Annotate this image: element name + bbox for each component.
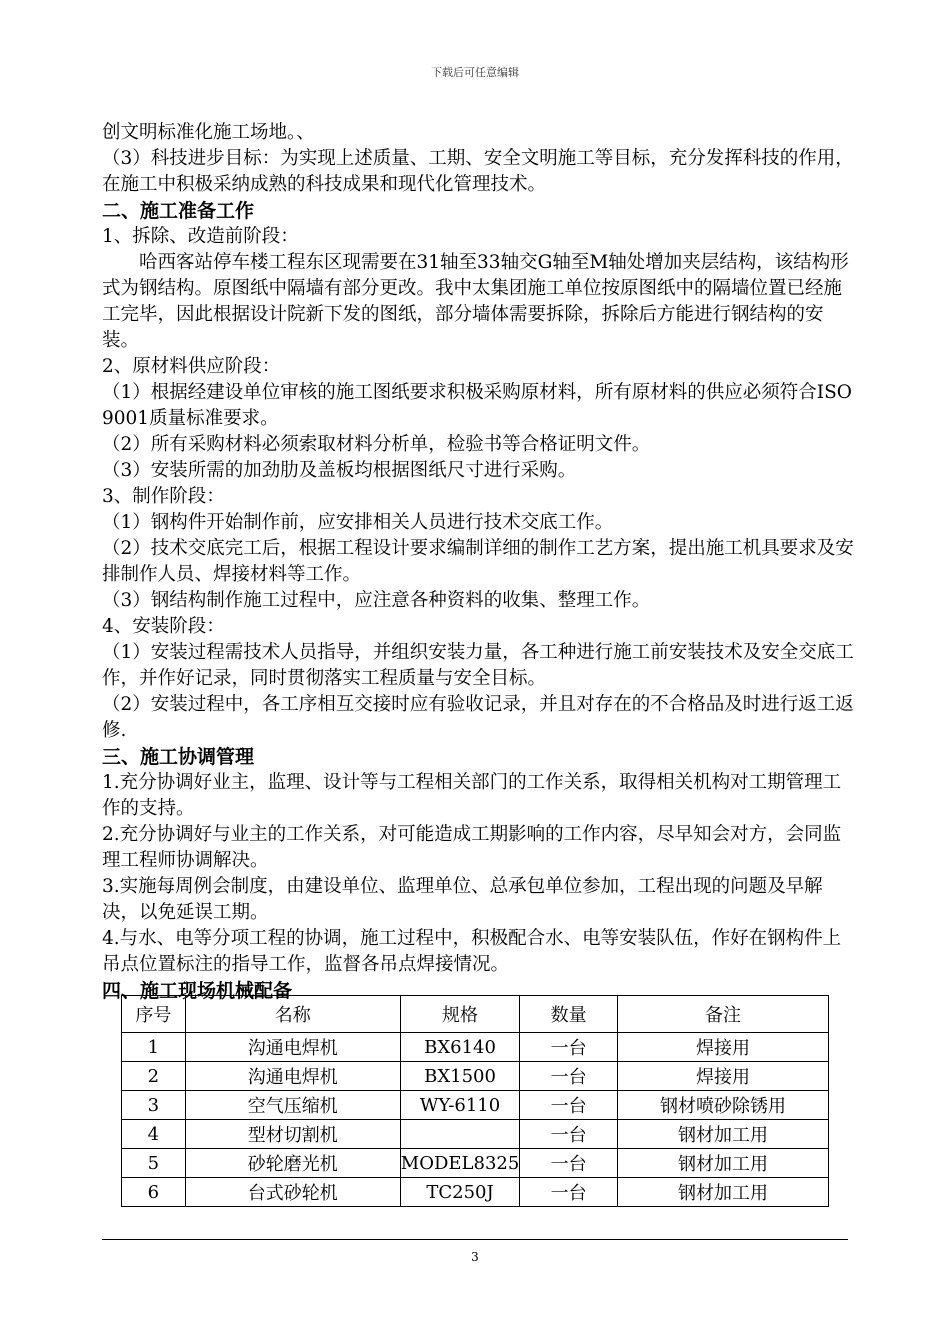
table-cell: 钢材喷砂除锈用 xyxy=(617,1091,828,1120)
table-header-cell: 备注 xyxy=(617,996,828,1033)
table-header-row xyxy=(122,996,829,1033)
paragraph: 2、原材料供应阶段： xyxy=(102,356,281,377)
table-cell: 钢材加工用 xyxy=(617,1178,828,1207)
footer-rule xyxy=(102,1239,848,1240)
table-cell: MODEL8325 xyxy=(400,1149,520,1178)
table-row xyxy=(122,1178,829,1207)
table-cell: 4 xyxy=(122,1120,186,1149)
table-row xyxy=(122,1120,829,1149)
page-number: 3 xyxy=(471,1250,479,1264)
table-cell: 3 xyxy=(122,1091,186,1120)
table-cell: 沟通电焊机 xyxy=(185,1033,400,1062)
document-body xyxy=(102,120,854,1004)
table-header-cell: 规格 xyxy=(400,996,520,1033)
paragraph: 哈西客站停车楼工程东区现需要在31轴至33轴交G轴至M轴处增加夹层结构，该结构形式为钢结构。原图纸中隔墙有部分更改。我中太集团施工单位按原图纸中的隔墙位置已经施工完毕，因此根据设计院新下发的图纸，部分墙体需要拆除，拆除后方能进行钢结构的安装。 xyxy=(102,252,849,351)
section-heading: 四、施工现场机械配备 xyxy=(102,980,293,1002)
table-header-cell: 数量 xyxy=(520,996,618,1033)
table-cell: 型材切割机 xyxy=(185,1120,400,1149)
paragraph: 1、拆除、改造前阶段： xyxy=(102,226,299,247)
table-cell: 钢材加工用 xyxy=(617,1149,828,1178)
table-cell: BX6140 xyxy=(400,1033,520,1062)
table-header-cell: 名称 xyxy=(185,996,400,1033)
table-cell: TC250J xyxy=(400,1178,520,1207)
paragraph: （3）钢结构制作施工过程中，应注意各种资料的收集、整理工作。 xyxy=(102,590,651,611)
section-heading: 三、施工协调管理 xyxy=(102,746,255,768)
section-heading: 二、施工准备工作 xyxy=(102,200,255,222)
table-cell: 2 xyxy=(122,1062,186,1091)
paragraph: （1）钢构件开始制作前，应安排相关人员进行技术交底工作。 xyxy=(102,512,614,533)
paragraph: 2.充分协调好与业主的工作关系，对可能造成工期影响的工作内容，尽早知会对方，会同监理工程师协调解决。 xyxy=(102,824,842,871)
paragraph: 4.与水、电等分项工程的协调，施工过程中，积极配合水、电等安装队伍，作好在钢构件上吊点位置标注的指导工作，监督各吊点焊接情况。 xyxy=(102,928,842,975)
table-row xyxy=(122,1033,829,1062)
paragraph: 3、制作阶段： xyxy=(102,486,225,507)
table-cell: 一台 xyxy=(520,1178,618,1207)
table-cell: 沟通电焊机 xyxy=(185,1062,400,1091)
paragraph: （1）安装过程需技术人员指导，并组织安装力量，各工种进行施工前安装技术及安全交底工作，并作好记录，同时贯彻落实工程质量与安全目标。 xyxy=(102,642,854,689)
paragraph: （2）所有采购材料必须索取材料分析单，检验书等合格证明文件。 xyxy=(102,434,651,455)
table-cell: 6 xyxy=(122,1178,186,1207)
paragraph: 4、安装阶段： xyxy=(102,616,225,637)
table-header-cell: 序号 xyxy=(122,996,186,1033)
table-cell: WY-6110 xyxy=(400,1091,520,1120)
table-cell: BX1500 xyxy=(400,1062,520,1091)
paragraph: 1.充分协调好业主，监理、设计等与工程相关部门的工作关系，取得相关机构对工期管理工作的支持。 xyxy=(102,772,842,819)
table-cell: 一台 xyxy=(520,1062,618,1091)
table-cell: 焊接用 xyxy=(617,1033,828,1062)
table-cell: 砂轮磨光机 xyxy=(185,1149,400,1178)
table-row xyxy=(122,1091,829,1120)
paragraph: 创文明标准化施工场地。、 xyxy=(102,122,315,143)
paragraph: （2）安装过程中，各工序相互交接时应有验收记录，并且对存在的不合格品及时进行返工返修. xyxy=(102,694,854,741)
table-cell: 一台 xyxy=(520,1091,618,1120)
paragraph: （3）科技进步目标：为实现上述质量、工期、安全文明施工等目标，充分发挥科技的作用，在施工中积极采纳成熟的科技成果和现代化管理技术。 xyxy=(102,148,854,195)
table-cell: 一台 xyxy=(520,1120,618,1149)
paragraph: （1）根据经建设单位审核的施工图纸要求积极采购原材料，所有原材料的供应必须符合ISO9001质量标准要求。 xyxy=(102,382,852,429)
table-cell: 台式砂轮机 xyxy=(185,1178,400,1207)
machinery-table xyxy=(121,995,829,1207)
table-cell xyxy=(400,1120,520,1149)
table-cell: 钢材加工用 xyxy=(617,1120,828,1149)
paragraph: （2）技术交底完工后，根据工程设计要求编制详细的制作工艺方案，提出施工机具要求及安排制作人员、焊接材料等工作。 xyxy=(102,538,854,585)
table-cell: 1 xyxy=(122,1033,186,1062)
paragraph: 3.实施每周例会制度，由建设单位、监理单位、总承包单位参加，工程出现的问题及早解决，以免延误工期。 xyxy=(102,876,823,923)
page-header: 下载后可任意编辑 xyxy=(431,66,519,79)
paragraph: （3）安装所需的加劲肋及盖板均根据图纸尺寸进行采购。 xyxy=(102,460,577,481)
table-cell: 一台 xyxy=(520,1149,618,1178)
table-cell: 5 xyxy=(122,1149,186,1178)
table-row xyxy=(122,1149,829,1178)
table-cell: 一台 xyxy=(520,1033,618,1062)
table-row xyxy=(122,1062,829,1091)
table-cell: 焊接用 xyxy=(617,1062,828,1091)
table-cell: 空气压缩机 xyxy=(185,1091,400,1120)
